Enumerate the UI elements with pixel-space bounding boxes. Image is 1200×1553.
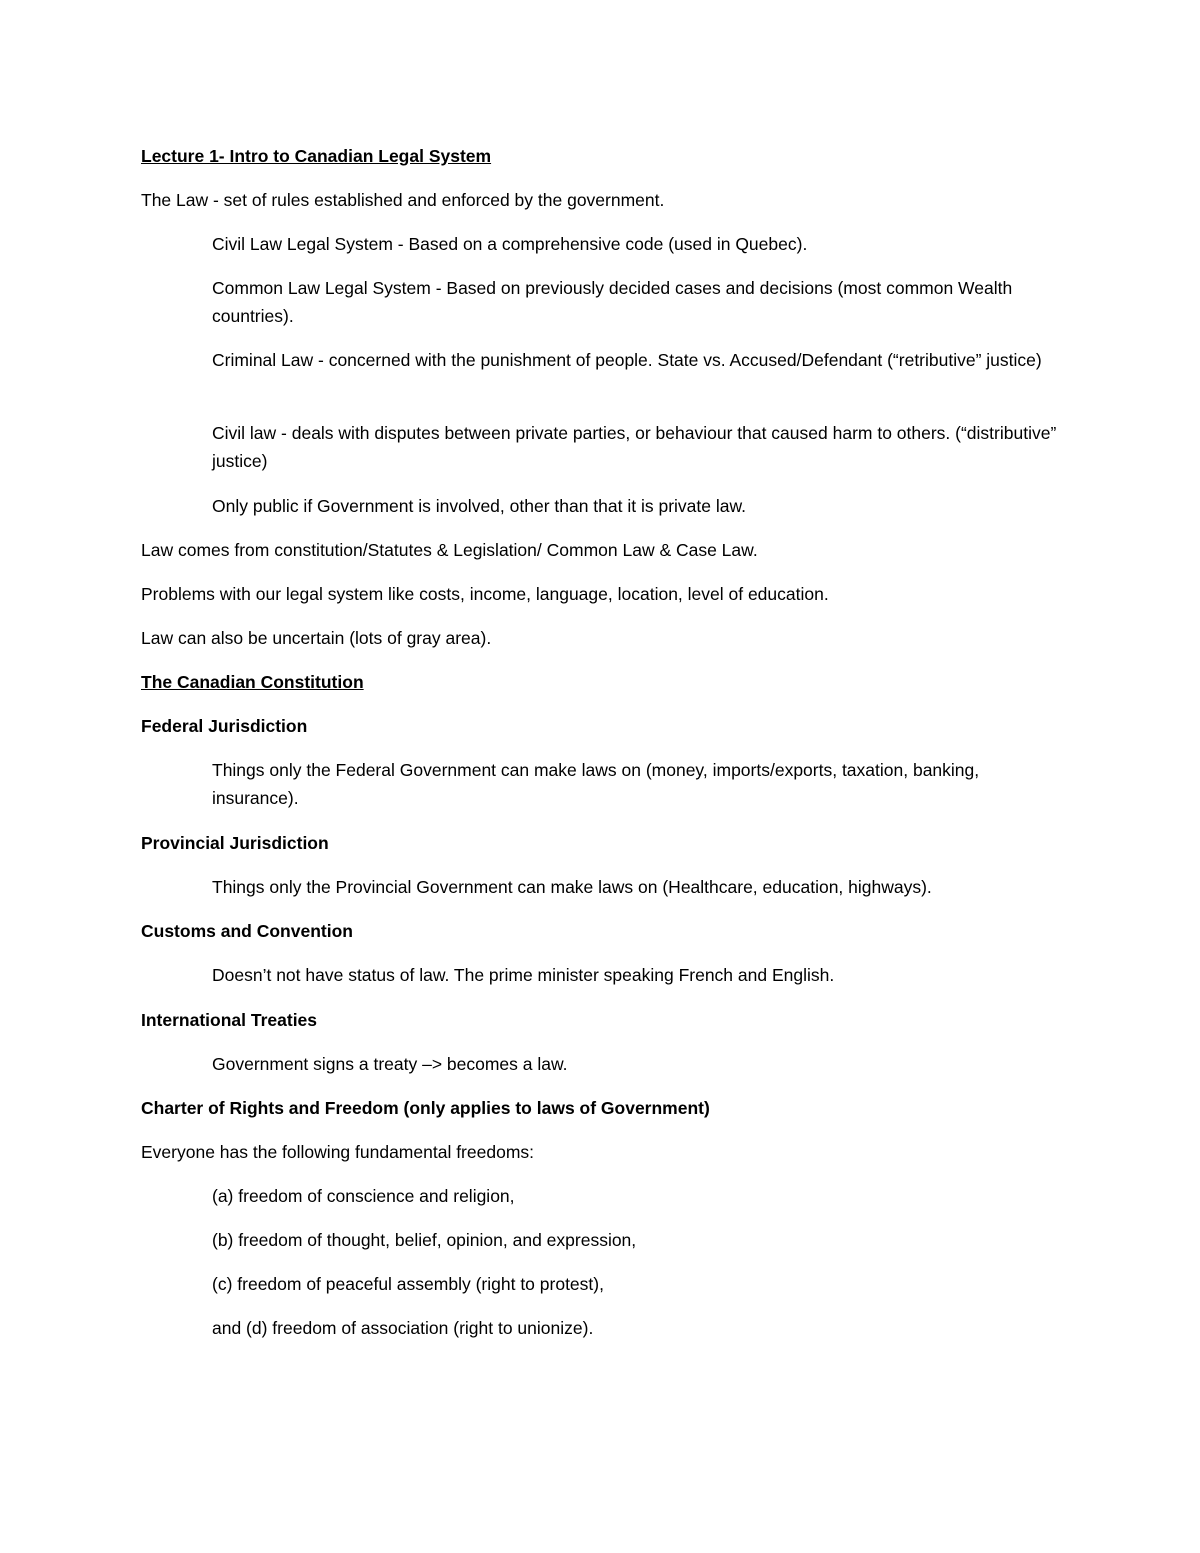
freedom-item-c: (c) freedom of peaceful assembly (right to protest), [212,1274,604,1294]
civil-law: Civil law - deals with disputes between private parties, or behaviour that caused harm to others. (“distributive” justice) [212,423,1057,471]
document-title: Lecture 1- Intro to Canadian Legal System [141,146,492,166]
customs-heading: Customs and Convention [141,921,353,941]
treaties-text: Government signs a treaty –> becomes a law. [212,1054,568,1074]
constitution-heading: The Canadian Constitution [141,672,364,692]
public-private-note: Only public if Government is involved, other than that it is private law. [212,496,747,516]
customs-text: Doesn’t not have status of law. The prime minister speaking French and English. [212,965,835,985]
law-sources: Law comes from constitution/Statutes & Legislation/ Common Law & Case Law. [141,540,758,560]
law-uncertain: Law can also be uncertain (lots of gray area). [141,628,492,648]
civil-law-system: Civil Law Legal System - Based on a comprehensive code (used in Quebec). [212,234,808,254]
law-definition: The Law - set of rules established and enforced by the government. [141,190,665,210]
legal-system-problems: Problems with our legal system like costs, income, language, location, level of education. [141,584,829,604]
treaties-heading: International Treaties [141,1010,318,1030]
provincial-heading: Provincial Jurisdiction [141,833,329,853]
federal-heading: Federal Jurisdiction [141,716,308,736]
freedom-item-b: (b) freedom of thought, belief, opinion, and expression, [212,1230,637,1250]
freedom-item-d: and (d) freedom of association (right to unionize). [212,1318,594,1338]
criminal-law: Criminal Law - concerned with the punishment of people. State vs. Accused/Defendant (“retributive” justice) [212,350,1042,370]
freedom-item-a: (a) freedom of conscience and religion, [212,1186,515,1206]
common-law-system: Common Law Legal System - Based on previously decided cases and decisions (most common Wealth countries). [212,278,1013,326]
freedoms-intro: Everyone has the following fundamental freedoms: [141,1142,535,1162]
charter-heading: Charter of Rights and Freedom (only applies to laws of Government) [141,1098,710,1118]
provincial-text: Things only the Provincial Government can make laws on (Healthcare, education, highways). [212,877,932,897]
federal-text: Things only the Federal Government can make laws on (money, imports/exports, taxation, banking, insurance). [212,760,980,808]
